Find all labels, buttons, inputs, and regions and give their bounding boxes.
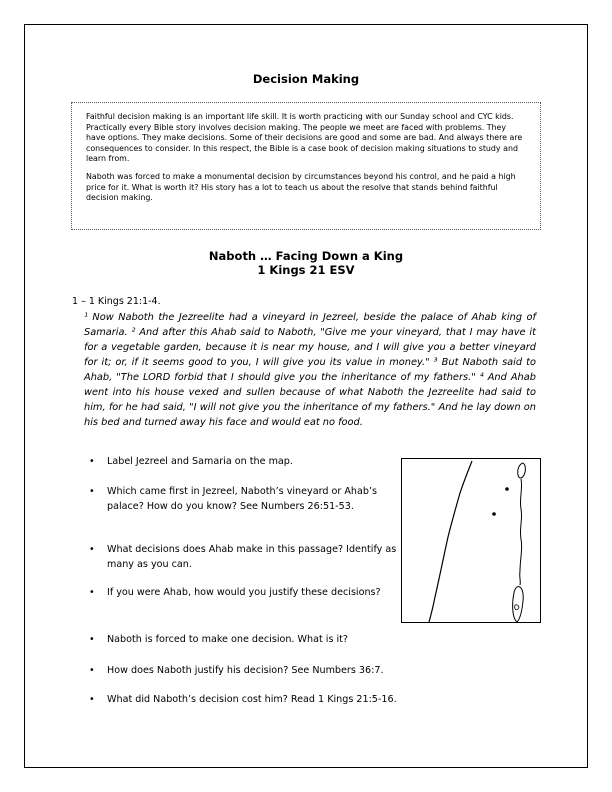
question-item — [89, 633, 397, 648]
question-text: Naboth is forced to make one decision. What is it? — [107, 634, 349, 645]
sea-of-galilee — [518, 463, 526, 478]
samaria-dot — [492, 512, 496, 516]
question-item — [89, 664, 397, 679]
question-text: Label Jezreel and Samaria on the map. — [107, 456, 293, 467]
bullet-icon: • — [89, 456, 95, 467]
question-item — [89, 455, 397, 470]
question-item — [89, 485, 397, 514]
passage-reference: 1 – 1 Kings 21:1-4. — [72, 296, 161, 307]
question-text: What decisions does Ahab make in this passage? Identify as many as you can. — [107, 544, 397, 570]
question-text: How does Naboth justify his decision? See Numbers 36:7. — [107, 665, 384, 676]
bullet-icon: • — [89, 665, 95, 676]
section-heading — [0, 249, 612, 277]
question-text: Which came first in Jezreel, Naboth’s vineyard or Ahab’s palace? How do you know? See Numbers 26:51-53. — [107, 486, 378, 512]
map-drawing — [402, 459, 540, 622]
dead-sea-lisan — [515, 605, 519, 610]
intro-paragraph-1: Faithful decision making is an important life skill. It is worth practicing with our Sunday school and CYC kids. Practically every Bible story involves decision making. The people we meet are faced with problems. They have options. They make decisions. Some of their decisions are good and some are bad. And always there are consequences to consider. In this respect, the Bible is a case book of decision making situations to study and learn from. — [86, 112, 523, 164]
jezreel-dot — [505, 487, 509, 491]
bullet-icon: • — [89, 694, 95, 705]
question-item — [89, 543, 397, 572]
document-title: Decision Making — [252, 72, 360, 86]
bullet-icon: • — [89, 544, 95, 555]
question-item — [89, 693, 397, 708]
section-heading-line-2: 1 Kings 21 ESV — [257, 263, 355, 277]
israel-map — [401, 458, 541, 623]
intro-paragraph-2: Naboth was forced to make a monumental decision by circumstances beyond his control, and he paid a high price for it. What is worth it? His story has a lot to teach us about the resolve that stands behind faithful decision making. — [86, 171, 516, 203]
dead-sea — [513, 587, 524, 622]
coastline — [429, 461, 472, 622]
scripture-passage: ¹ Now Naboth the Jezreelite had a vineyard in Jezreel, beside the palace of Ahab king of Samaria. ² And after this Ahab said to Naboth, "Give me your vineyard, that I may have it for a vegetable garden, because it is near my house, and I will give you a better vineyard for it; or, if it seems good to you, I will give you its value in money." ³ But Naboth said to Ahab, "The LORD forbid that I should give you the inheritance of my fathers." ⁴ And Ahab went into his house vexed and sullen because of what Naboth the Jezreelite had said to him, for he had said, "I will not give you the inheritance of my fathers." And he lay down on his bed and turned away his face and would eat no food. — [84, 312, 536, 428]
bullet-icon: • — [89, 587, 95, 598]
section-heading-line-1: Naboth … Facing Down a King — [208, 249, 404, 263]
question-text: If you were Ahab, how would you justify these decisions? — [107, 587, 381, 598]
question-item — [89, 586, 397, 601]
intro-box — [71, 102, 541, 230]
jordan-river — [520, 479, 522, 585]
bullet-icon: • — [89, 634, 95, 645]
bullet-icon: • — [89, 486, 95, 497]
question-text: What did Naboth’s decision cost him? Read 1 Kings 21:5-16. — [107, 694, 397, 705]
